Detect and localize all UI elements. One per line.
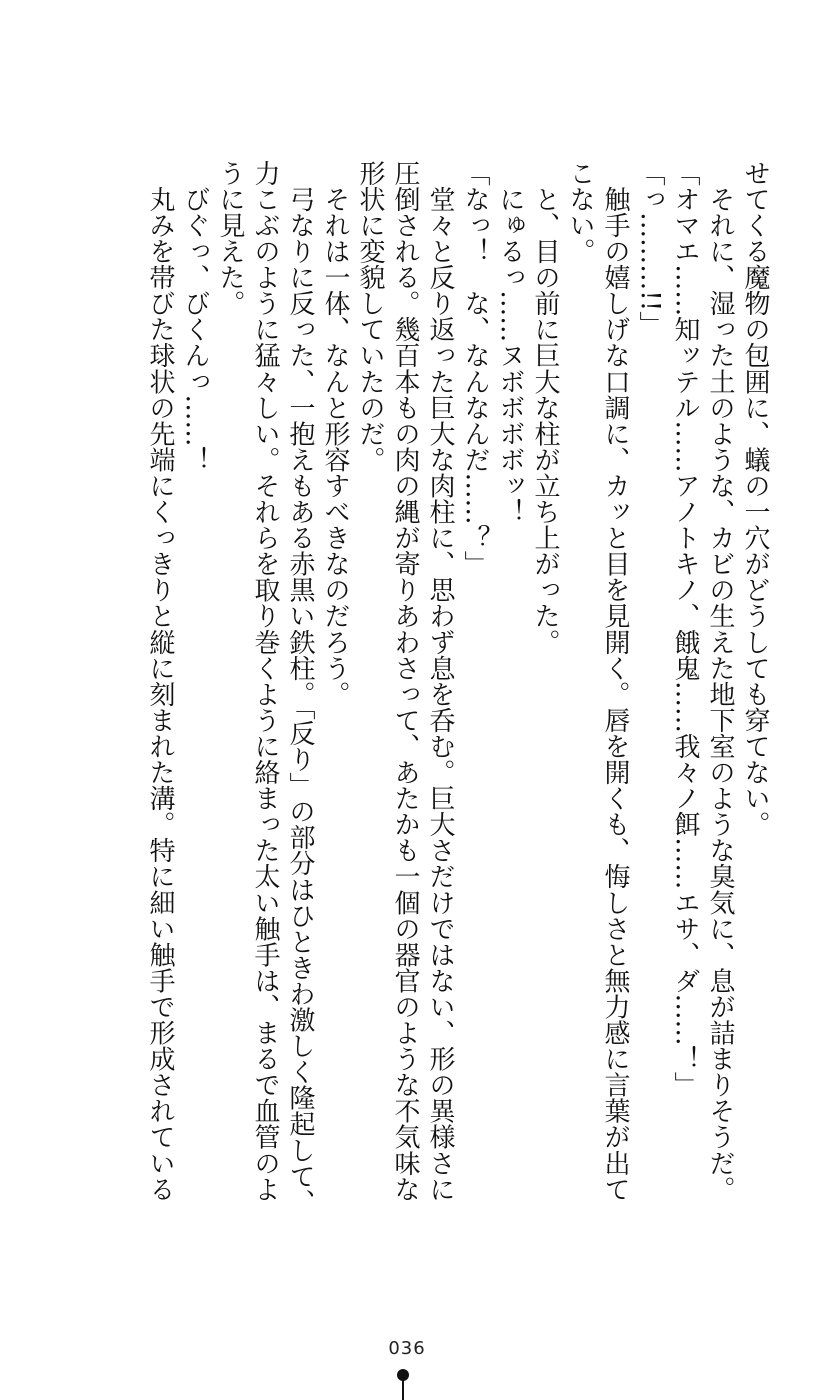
- text-line: にゅるっ……ヌボボボボッ！: [495, 160, 525, 525]
- text-line: 形状に変貌していたのだ。: [355, 160, 385, 473]
- text-line: 力こぶのように猛々しい。それらを取り巻くように絡まった太い触手は、まるで血管のよ: [250, 160, 280, 1202]
- text-line: 丸みを帯びた球状の先端にくっきりと縦に刻まれた溝。特に細い触手で形成されている: [145, 160, 175, 1202]
- text-line: 「オマエ……知ッテル……アノトキノ、餓鬼……我々ノ餌……エサ、ダ……！」: [670, 160, 700, 1098]
- text-line: びぐっ、びくんっ……！: [180, 160, 210, 473]
- page-number: 036: [388, 1338, 426, 1359]
- text-line: それは一体、なんと形容すべきなのだろう。: [320, 160, 350, 708]
- text-line: と、目の前に巨大な柱が立ち上がった。: [530, 160, 560, 655]
- text-line: 堂々と反り返った巨大な肉柱に、思わず息を呑む。巨大さだけではない、形の異様さに: [425, 160, 455, 1202]
- text-line: 「っ………!!」: [635, 160, 665, 338]
- text-line: 触手の嬉しげな口調に、カッと目を見開く。唇を開くも、悔しさと無力感に言葉が出て: [600, 160, 630, 1202]
- page-marker-line: [402, 1378, 404, 1400]
- text-line: 圧倒される。幾百本もの肉の縄が寄りあわさって、あたかも一個の器官のような不気味な: [390, 160, 420, 1202]
- text-line: こない。: [565, 160, 595, 265]
- text-line: せてくる魔物の包囲に、蟻の一穴がどうしても穿てない。: [740, 160, 770, 838]
- text-line: 「なっ！ な、なんなんだ……？」: [460, 160, 490, 577]
- text-line: うに見えた。: [215, 160, 245, 317]
- text-line: 弓なりに反った、一抱えもある赤黒い鉄柱。「反り」の部分はひときわ激しく隆起して、: [285, 160, 315, 1216]
- body-text: [142, 160, 772, 1216]
- text-line: それに、湿った土のような、カビの生えた地下室のような臭気に、息が詰まりそうだ。: [705, 160, 735, 1202]
